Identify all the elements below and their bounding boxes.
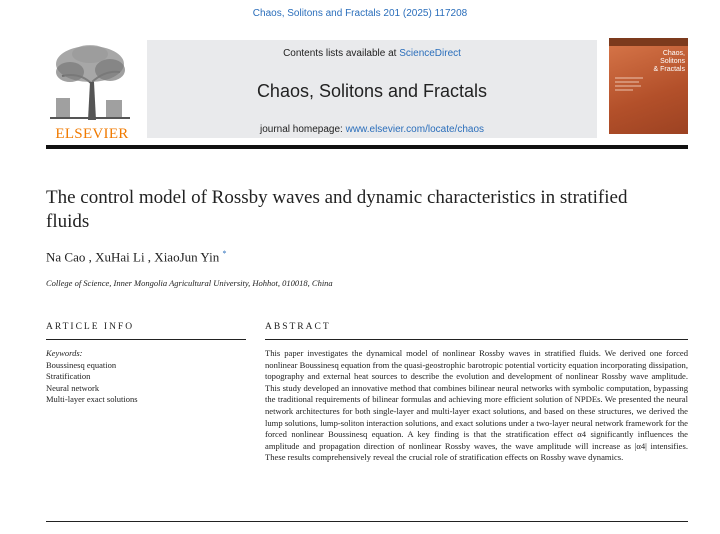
- journal-banner: [147, 40, 597, 138]
- keyword-item: Stratification: [46, 371, 91, 381]
- journal-title: Chaos, Solitons and Fractals: [256, 81, 488, 101]
- bottom-rule: [46, 521, 688, 522]
- author-list: [46, 249, 226, 265]
- cover-title-line: Chaos,: [662, 50, 685, 57]
- homepage-line: [147, 124, 597, 135]
- cover-fine-print: [615, 76, 645, 94]
- elsevier-tree-icon: [50, 42, 130, 120]
- affiliation: College of Science, Inner Mongolia Agricultural University, Hohhot, 010018, China: [46, 278, 333, 288]
- journal-cover-thumbnail[interactable]: [609, 38, 688, 134]
- paper-title: The control model of Rossby waves and dynamic characteristics in stratified fluids: [46, 187, 628, 232]
- author-names[interactable]: Na Cao , XuHai Li , XiaoJun Yin: [46, 249, 220, 265]
- keyword-item: Neural network: [46, 382, 100, 393]
- cover-title-line: & Fractals: [653, 66, 685, 73]
- homepage-prefix: journal homepage:: [259, 124, 346, 135]
- journal-homepage-link[interactable]: www.elsevier.com/locate/chaos: [345, 124, 485, 135]
- article-info-heading: ARTICLE INFO: [46, 322, 135, 332]
- header-rule: [46, 145, 688, 149]
- corresponding-author-mark[interactable]: *: [222, 249, 227, 258]
- elsevier-logo[interactable]: [46, 42, 138, 142]
- abstract-rule: [265, 339, 688, 340]
- article-info-rule: [46, 339, 246, 340]
- keyword-item: Boussinesq equation: [46, 359, 117, 370]
- journal-header: [46, 38, 688, 141]
- sciencedirect-link[interactable]: ScienceDirect: [399, 48, 461, 59]
- cover-title: [613, 50, 685, 74]
- contents-line: [147, 48, 597, 59]
- journal-citation[interactable]: Chaos, Solitons and Fractals 201 (2025) 117208: [252, 8, 468, 19]
- elsevier-wordmark: ELSEVIER: [55, 126, 129, 142]
- keywords-label: Keywords:: [46, 348, 83, 358]
- abstract-heading: ABSTRACT: [265, 322, 331, 332]
- keyword-item: Multi-layer exact solutions: [46, 394, 138, 404]
- cover-top-band: [609, 38, 688, 46]
- cover-title-line: Solitons: [660, 58, 685, 65]
- contents-prefix: Contents lists available at: [283, 48, 400, 59]
- keywords-block: [46, 348, 246, 406]
- abstract-text: This paper investigates the dynamical model of nonlinear Rossby waves in stratified fluids. We derived one forced nonlinear Boussinesq equation from the quasi-geostrophic barotropic potential vorticity equation incorporating dissipation, topography and external heat sources to describe the evolution and development of nonlinear Rossby wave amplitude. This study developed an innovative method that combines bilinear neural networks with symbolic computation, bypassing the traditional requirements of bilinear formulas and achieving more efficient solution of NPDEs. We presented the neural network architectures for both single-layer and multi-layer exact solutions, and based on these structures, we derived the lump solutions, lump-soliton interaction solutions, and exact solutions under a two-layer neural network framework for the forced nonlinear Boussinesq equation. A key finding is that the stratification effect α4 significantly influences the amplitude and propagation direction of nonlinear Rossby waves, the wave amplitude will increase as |α4| intensifies. These results comprehensively reveal the crucial role of stratification effects on Rossby wave dynamics.: [265, 348, 688, 463]
